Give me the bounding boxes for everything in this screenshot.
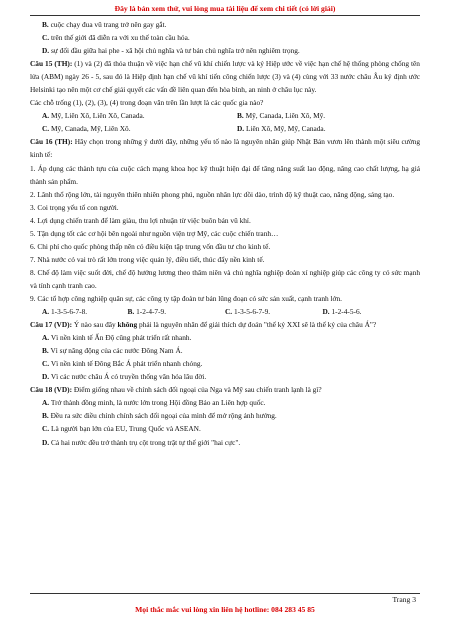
q14-option-c: C. trên thế giới đã diễn ra với xu thế toàn cầu hóa.	[42, 33, 190, 43]
q18-option-d: D. Cả hai nước đều trở thành trụ cột trong trật tự thế giới "hai cực".	[42, 437, 241, 447]
q16-item-2: 2. Lãnh thổ rộng lớn, tài nguyên thiên nhiên phong phú, nguồn nhân lực dồi dào, trình độ kỹ thuật cao, năng động, sáng tạo.	[30, 189, 395, 199]
q15-stem: Câu 15 (TH): (1) và (2) đã thỏa thuận về việc hạn chế vũ khí chiến lược và ký Hiệp ước về việc hạn chế hệ thống phòng chống tên lửa (ABM) ngày 26 - 5, sau đó là Hiệp định hạn chế vũ khí tiến công chiến lược (3) và (4) cùng với 33 nước châu Âu ký định ước Helsinki tạo nên một cơ chế giải quyết các vấn đề liên quan đến hòa bình, an ninh ở châu lục này.	[30, 59, 420, 95]
q18-option-a: A. Trở thành đồng minh, là nước lớn trong Hội đồng Bảo an Liên hợp quốc.	[42, 398, 266, 408]
q15-option-b: B. Mỹ, Canada, Liên Xô, Mỹ.	[237, 111, 326, 121]
hotline-banner: Mọi thắc mắc vui lòng xin liên hệ hotline: 084 283 45 85	[135, 605, 315, 614]
q14-option-d: D. sự đối đầu giữa hai phe - xã hội chủ nghĩa và tư bản chủ nghĩa trở nên nghiêm trọng.	[42, 46, 300, 56]
q16-item-1: 1. Áp dụng các thành tựu của cuộc cách mạng khoa học kỹ thuật hiện đại để tăng năng suất lao động, nâng cao chất lượng, hạ giá thành sản phẩm.	[30, 163, 420, 186]
page-number: Trang 3	[392, 595, 416, 604]
q16-item-7: 7. Nhà nước có vai trò rất lớn trong việc quản lý, điều tiết, thúc đẩy nền kinh tế.	[30, 254, 265, 264]
q17-option-c: C. Vì nền kinh tế Đông Bắc Á phát triển nhanh chóng.	[42, 359, 203, 369]
q15-option-a: A. Mỹ, Liên Xô, Liên Xô, Canada.	[42, 111, 145, 121]
q15-option-c: C. Mỹ, Canada, Mỹ, Liên Xô.	[42, 124, 131, 134]
q18-stem: Câu 18 (VD): Điểm giống nhau về chính sách đối ngoại của Nga và Mỹ sau chiến tranh lạnh là gì?	[30, 385, 322, 395]
q15-options-row-2	[30, 122, 420, 135]
q17-option-b: B. Vì sự năng động của các nước Đông Nam Á.	[42, 346, 183, 356]
q17-option-a: A. Vì nền kinh tế Ấn Độ cũng phát triển rất nhanh.	[42, 333, 192, 343]
q16-item-6: 6. Chi phí cho quốc phòng thấp nên có điều kiện tập trung vốn đầu tư cho kinh tế.	[30, 241, 271, 251]
q18-option-b: B. Đều ra sức điều chỉnh chính sách đối ngoại của mình để mở rộng ảnh hưởng.	[42, 411, 277, 421]
q15-option-d: D. Liên Xô, Mỹ, Mỹ, Canada.	[237, 124, 326, 134]
q18-option-c: C. Là người bạn lớn của EU, Trung Quốc và ASEAN.	[42, 424, 201, 434]
q17-stem: Câu 17 (VD): Ý nào sau đây không phải là nguyên nhân để giải thích dự đoán "thế kỷ XXI sẽ là thế kỷ của châu Á"?	[30, 320, 377, 330]
q16-item-3: 3. Coi trọng yếu tố con người.	[30, 202, 119, 212]
q14-option-b: B. cuộc chạy đua vũ trang trở nên gay gắt.	[42, 20, 167, 29]
q15-ask: Các chỗ trống (1), (2), (3), (4) trong đoạn văn trên lần lượt là các quốc gia nào?	[30, 98, 264, 108]
footer-divider	[30, 593, 420, 594]
q16-option-a: A. 1-3-5-6-7-8.	[42, 307, 88, 317]
q16-option-c: C. 1-3-5-6-7-9.	[225, 307, 271, 317]
header-divider	[30, 15, 420, 16]
q16-stem: Câu 16 (TH): Hãy chọn trong những ý dưới đây, những yếu tố nào là nguyên nhân giúp Nhật Bản vươn lên thành một siêu cường kinh tế:	[30, 137, 420, 160]
q16-item-9: 9. Các tổ hợp công nghiệp quân sự, các công ty tập đoàn tư bản lũng đoạn có sức sản xuất, cạnh tranh lớn.	[30, 293, 342, 303]
q16-options-row	[30, 305, 420, 318]
q16-item-8: 8. Chế độ làm việc suốt đời, chế độ hưởng lương theo thâm niên và chủ nghĩa nghiệp đoàn xí nghiệp giúp các công ty có sức mạnh và tính cạnh tranh cao.	[30, 267, 420, 290]
q16-option-d: D. 1-2-4-5-6.	[322, 307, 362, 317]
exam-content	[30, 18, 420, 449]
preview-banner: Đây là bản xem thử, vui lòng mua tài liệu để xem chi tiết (có lời giải)	[114, 4, 336, 13]
q16-item-5: 5. Tận dụng tốt các cơ hội bên ngoài như nguồn viện trợ Mỹ, các cuộc chiến tranh…	[30, 228, 279, 238]
q15-options-row-1	[30, 109, 420, 122]
q17-option-d: D. Vì các nước châu Á có truyền thống văn hóa lâu đời.	[42, 372, 207, 382]
q16-item-4: 4. Lợi dụng chiến tranh để làm giàu, thu lợi nhuận từ việc buôn bán vũ khí.	[30, 215, 251, 225]
q16-option-b: B. 1-2-4-7-9.	[127, 307, 167, 317]
